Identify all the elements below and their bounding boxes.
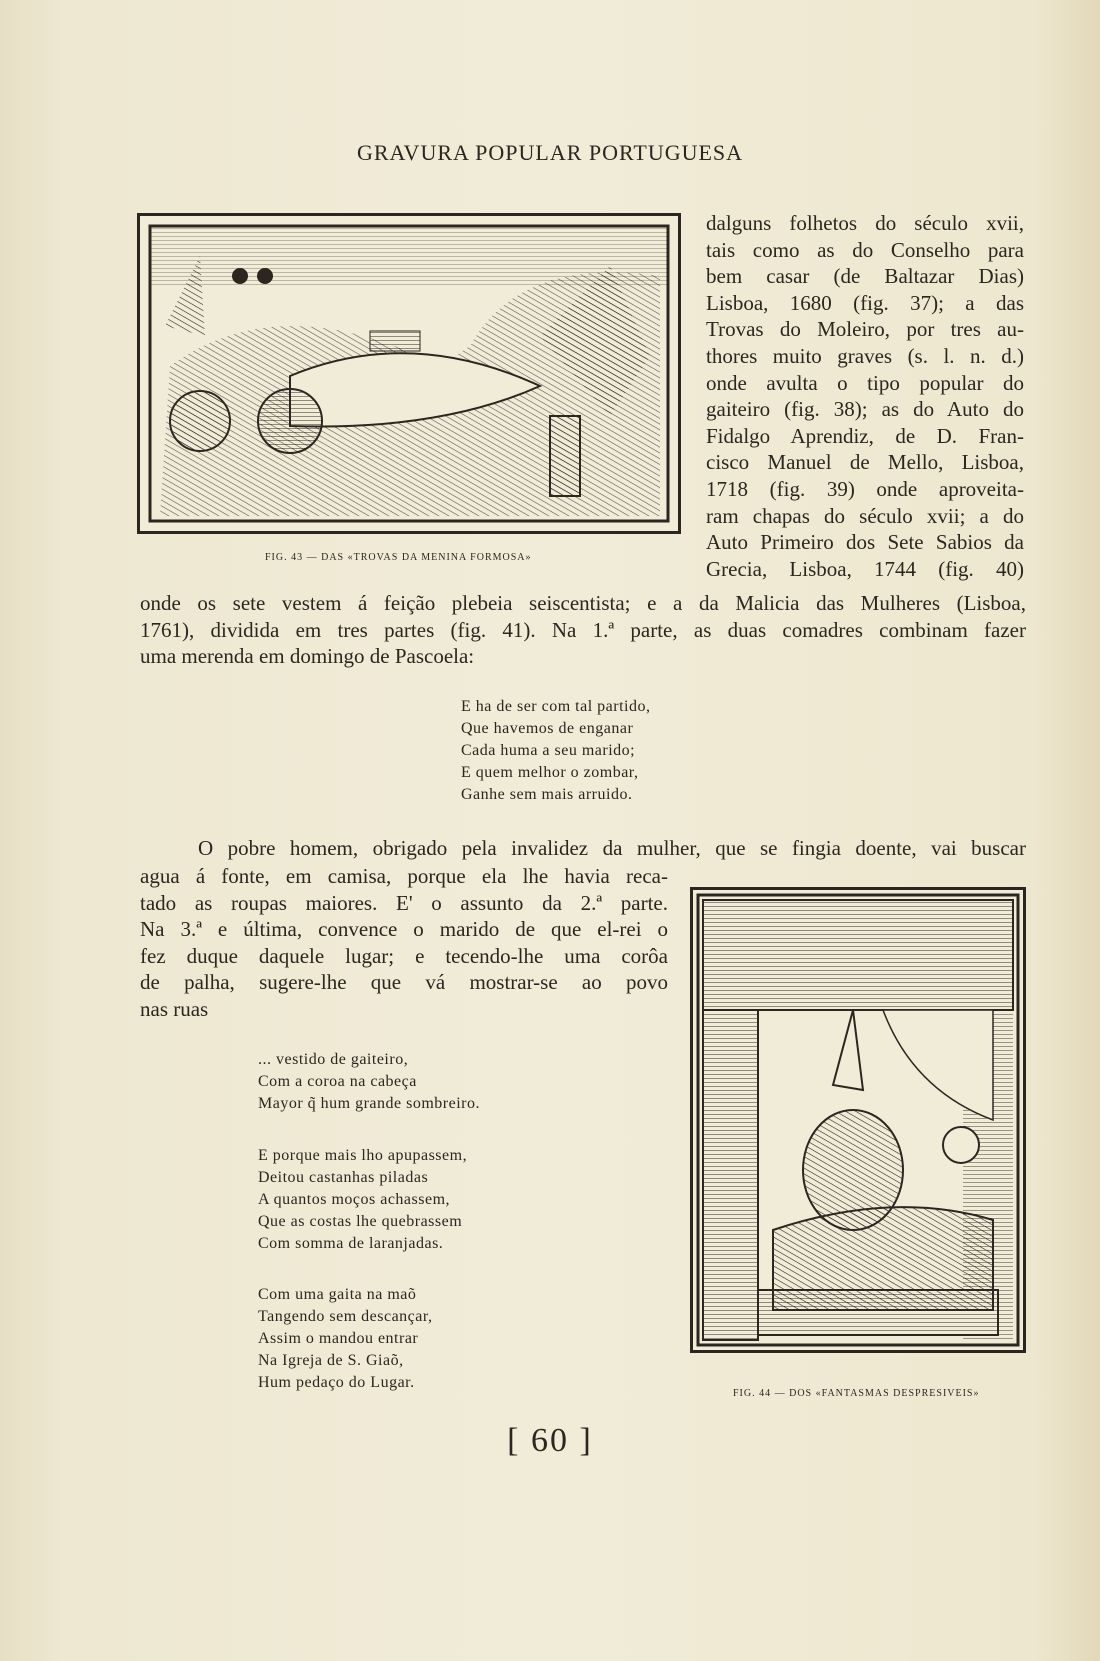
verse-line: Deitou castanhas piladas [258,1169,429,1186]
verse-line: Tangendo sem descançar, [258,1308,433,1325]
text-line: cisco Manuel de Mello, Lisboa, [706,450,1024,475]
text-line: onde avulta o tipo popular do [706,370,1024,395]
text-line: ram chapas do século xvii; a do [706,503,1024,528]
verse-block-2 [258,1049,480,1115]
text-line: 1761), dividida em tres partes (fig. 41). Na 1.ª parte, as duas comadres combinam fazer [140,617,1026,642]
figure-43-woodcut [137,213,681,534]
verse-line: E porque mais lho apupassem, [258,1147,468,1164]
full-paragraph [140,590,1026,670]
verse-line: Cada huma a seu marido; [461,742,636,759]
text-line: dalguns folhetos do século xvii, [706,211,1024,235]
verse-line: A quantos moços achassem, [258,1191,451,1208]
text-line: Auto Primeiro dos Sete Sabios da [706,530,1024,555]
figure-44-caption: FIG. 44 — DOS «FANTASMAS DESPRESIVEIS» [733,1388,980,1399]
verse-line: Com uma gaita na maõ [258,1286,417,1303]
woodcut-bedroom-icon [693,890,1023,1350]
figure-43-caption: FIG. 43 — DAS «TROVAS DA MENINA FORMOSA» [265,552,532,563]
text-line: Trovas do Moleiro, por tres au- [706,317,1024,342]
verse-line: Com somma de laranjadas. [258,1235,444,1252]
verse-line: Assim o mandou entrar [258,1330,419,1347]
text-line: bem casar (de Baltazar Dias) [706,264,1024,289]
verse-line: Hum pedaço do Lugar. [258,1374,415,1391]
text-line: nas ruas [140,996,209,1021]
text-line: Lisboa, 1680 (fig. 37); a das [706,290,1024,315]
text-line: uma merenda em domingo de Pascoela: [140,644,475,669]
verse-line: Ganhe sem mais arruido. [461,786,633,803]
text-line: 1718 (fig. 39) onde aproveita- [706,476,1024,501]
verse-block-4 [258,1284,433,1394]
verse-line: E ha de ser com tal partido, [461,698,651,715]
verse-line: Com a coroa na cabeça [258,1073,417,1090]
text-line: Grecia, Lisboa, 1744 (fig. 40) [706,556,1024,581]
paragraph-2-first-line [140,835,1026,862]
text-line: O pobre homem, obrigado pela invalidez da mulher, que se fingia doente, vai buscar [198,836,1026,860]
verse-block-1 [461,696,651,806]
text-line: fez duque daquele lugar; e tecendo-lhe uma corôa [140,943,668,968]
paragraph-2-text [140,863,668,1023]
text-line: thores muito graves (s. l. n. d.) [706,343,1024,368]
text-line: de palha, sugere-lhe que vá mostrar-se ao povo [140,970,668,995]
woodcut-landscape-icon [140,216,678,531]
verse-line: E quem melhor o zombar, [461,764,639,781]
verse-line: ... vestido de gaiteiro, [258,1051,409,1068]
verse-line: Que as costas lhe quebrassem [258,1213,463,1230]
page-header: GRAVURA POPULAR PORTUGUESA [356,140,744,165]
text-line: Fidalgo Aprendiz, de D. Fran- [706,423,1024,448]
verse-block-3 [258,1145,467,1255]
verse-line: Na Igreja de S. Giaõ, [258,1352,404,1369]
text-line: onde os sete vestem á feição plebeia seiscentista; e a da Malicia das Mulheres (Lisboa, [140,591,1026,615]
text-line: tado as roupas maiores. E' o assunto da 2.ª parte. [140,890,668,915]
text-line: agua á fonte, em camisa, porque ela lhe havia reca- [140,864,668,888]
text-line: Na 3.ª e última, convence o marido de que el-rei o [140,917,668,942]
verse-line: Que havemos de enganar [461,720,634,737]
text-line: gaiteiro (fig. 38); as do Auto do [706,397,1024,422]
verse-line: Mayor q̃ hum grande sombreiro. [258,1095,481,1112]
right-column-text [706,210,1024,582]
figure-44-woodcut [690,887,1026,1353]
text-line: tais como as do Conselho para [706,237,1024,262]
page-number: [ 60 ] [507,1422,593,1459]
